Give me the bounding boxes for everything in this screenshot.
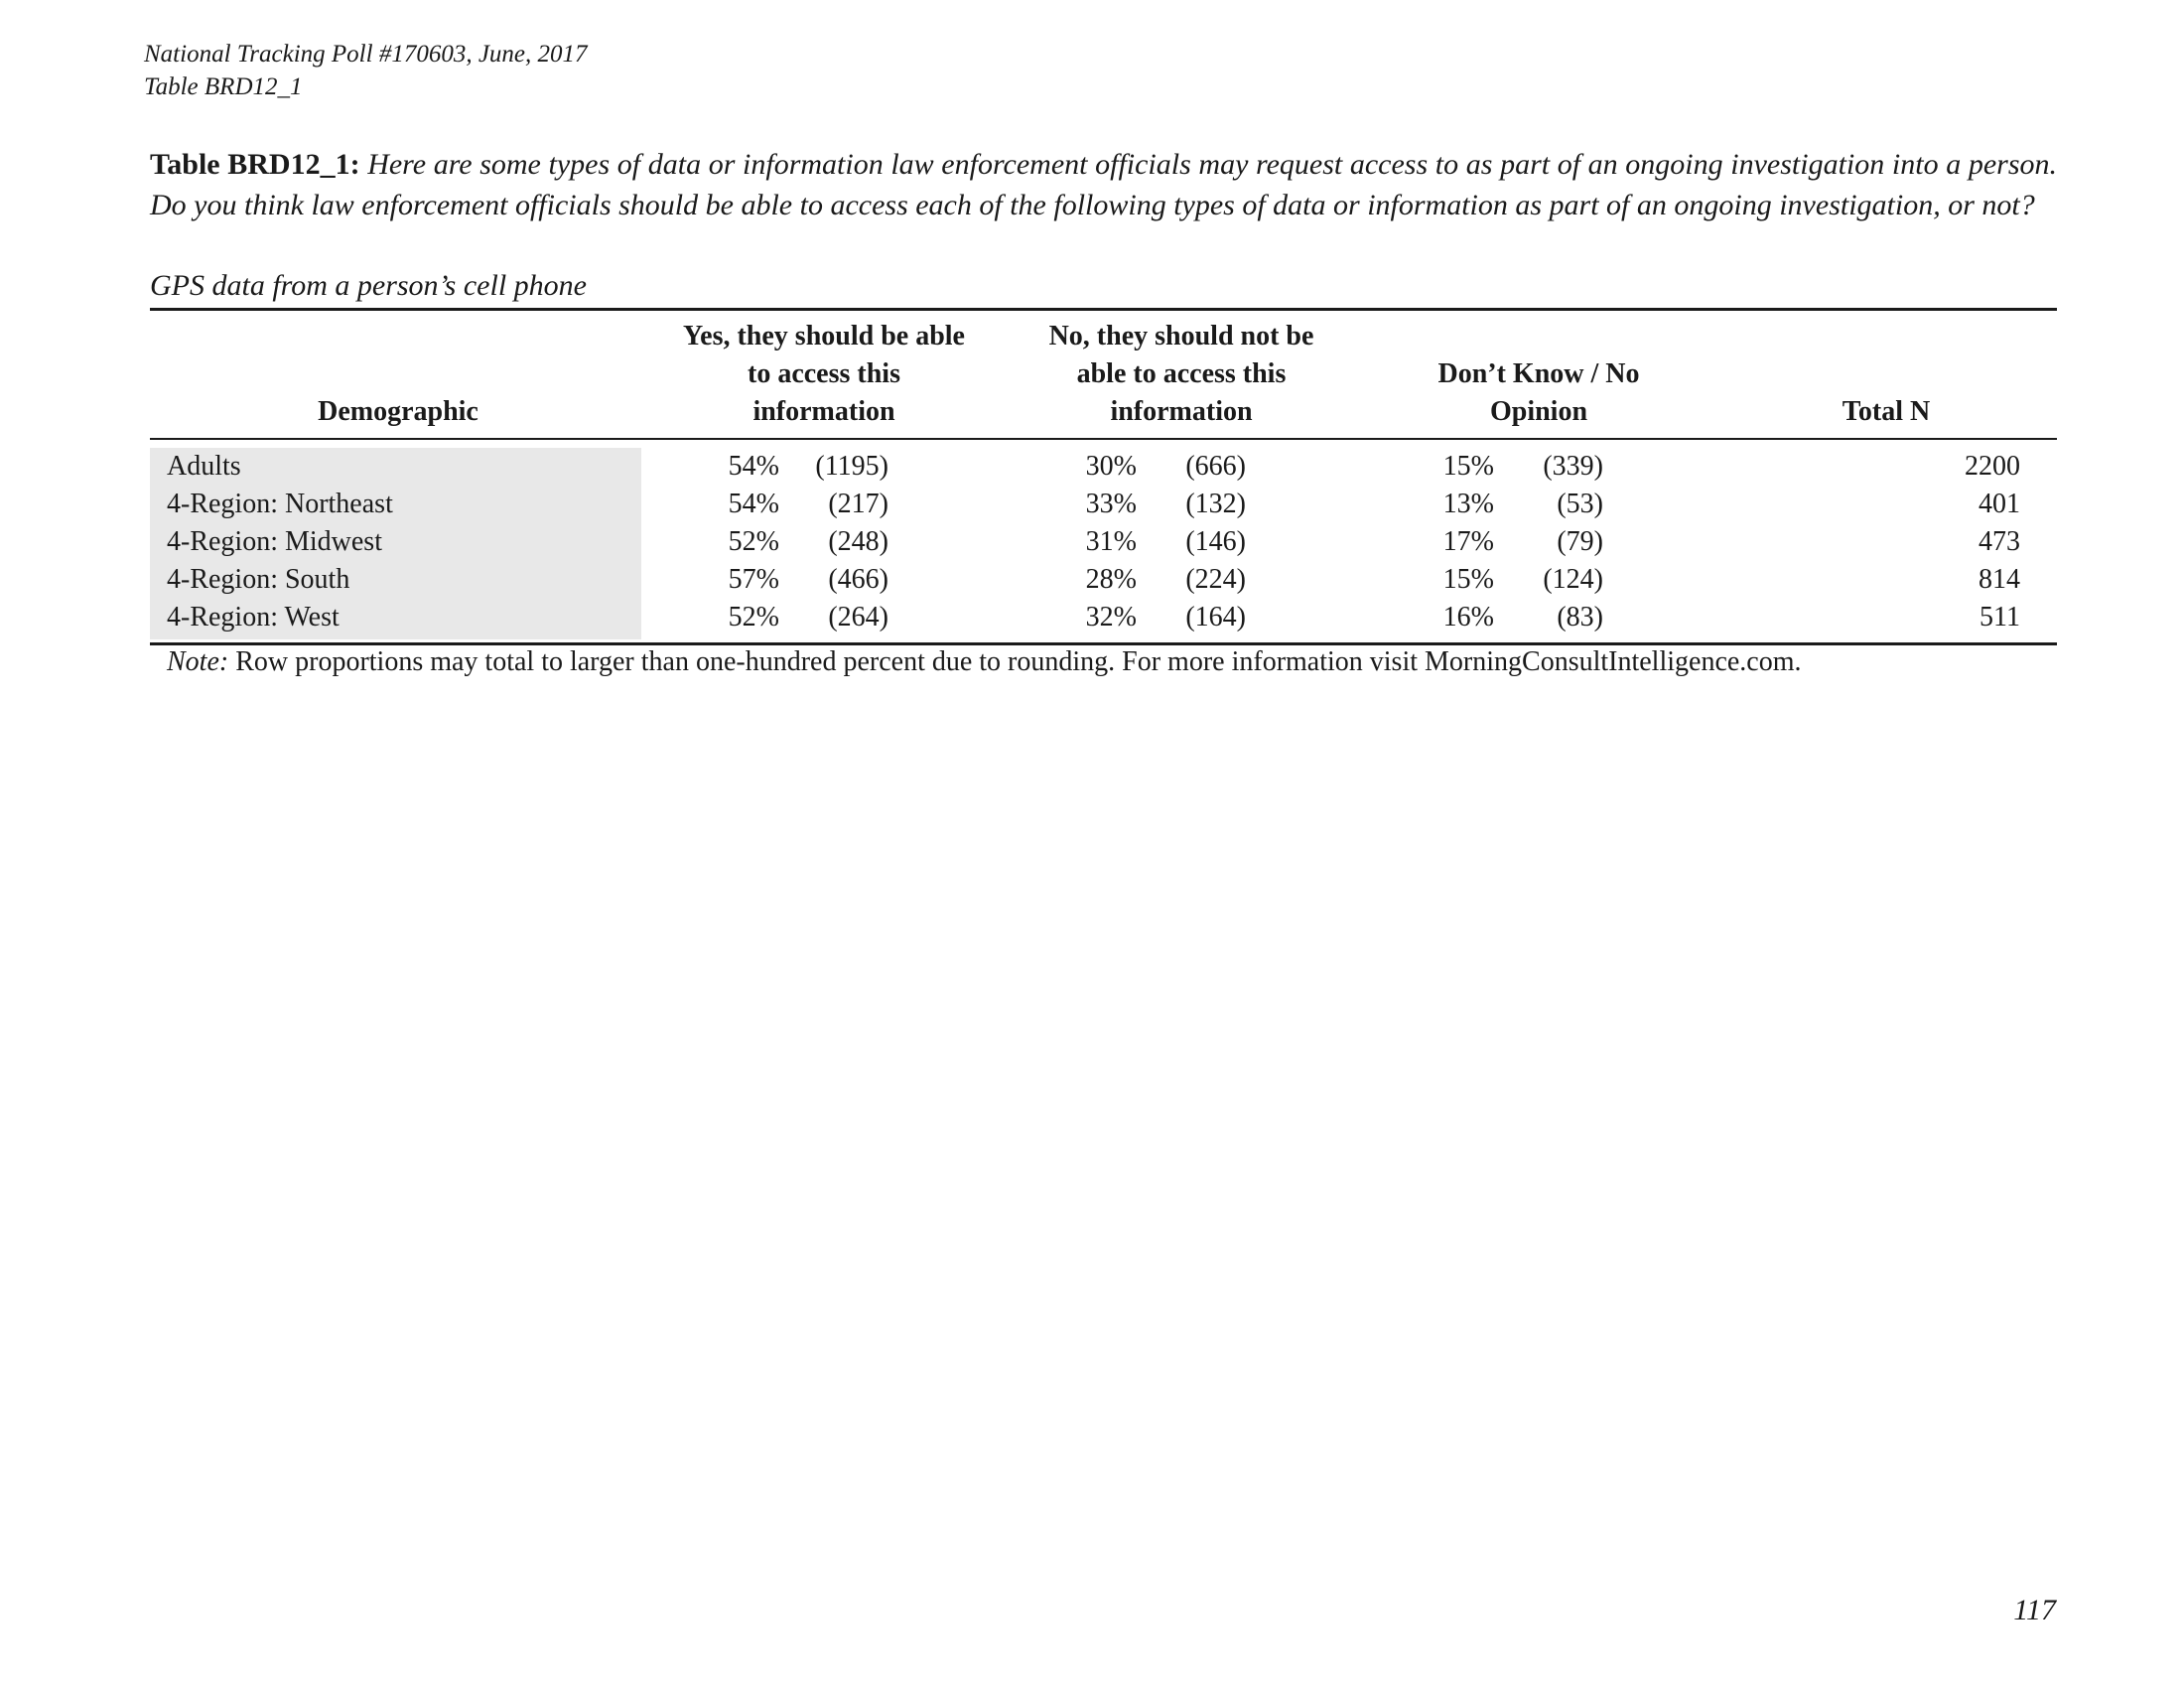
dk-percent: 15%	[1442, 451, 1494, 482]
table-row	[0, 599, 2184, 636]
header-yes	[625, 318, 1023, 431]
header-no-line: No, they should not be	[1048, 321, 1314, 352]
header-demographic: Demographic	[318, 396, 478, 427]
table-row	[0, 486, 2184, 523]
yes-percent: 52%	[728, 602, 779, 633]
no-count: (164)	[1185, 602, 1246, 633]
table-row	[0, 523, 2184, 561]
row-demographic: 4-Region: Midwest	[167, 526, 382, 557]
table-row	[0, 448, 2184, 486]
note-text: Row proportions may total to larger than one-hundred percent due to rounding. For more information visit MorningConsultIntelligence.com.	[235, 646, 1802, 677]
total-n: 2200	[1965, 451, 2020, 482]
table-header-rule	[150, 438, 2057, 440]
dk-percent: 17%	[1442, 526, 1494, 557]
poll-title: National Tracking Poll #170603, June, 2017	[144, 41, 588, 68]
header-no	[983, 318, 1380, 431]
header-dont-know-line: Opinion	[1489, 396, 1588, 427]
dk-count: (79)	[1557, 526, 1603, 557]
no-count: (666)	[1185, 451, 1246, 482]
yes-count: (248)	[828, 526, 888, 557]
table-caption	[150, 144, 2057, 225]
total-n: 401	[1979, 489, 2020, 519]
yes-count: (466)	[828, 564, 888, 595]
header-yes-line: to access this	[748, 358, 900, 389]
yes-count: (217)	[828, 489, 888, 519]
no-count: (146)	[1185, 526, 1246, 557]
no-count: (132)	[1185, 489, 1246, 519]
dk-percent: 16%	[1442, 602, 1494, 633]
total-n: 814	[1979, 564, 2020, 595]
row-demographic: Adults	[167, 451, 241, 482]
no-percent: 32%	[1085, 602, 1137, 633]
dk-percent: 15%	[1442, 564, 1494, 595]
running-head	[144, 38, 588, 103]
table-subtitle: GPS data from a person’s cell phone	[150, 269, 587, 302]
total-n: 511	[1979, 602, 2020, 633]
row-demographic: 4-Region: Northeast	[167, 489, 393, 519]
no-percent: 28%	[1085, 564, 1137, 595]
no-percent: 30%	[1085, 451, 1137, 482]
table-top-rule	[150, 308, 2057, 311]
header-no-line: information	[1110, 396, 1253, 427]
dk-percent: 13%	[1442, 489, 1494, 519]
table-row	[0, 561, 2184, 599]
dk-count: (53)	[1557, 489, 1603, 519]
total-n: 473	[1979, 526, 2020, 557]
yes-count: (264)	[828, 602, 888, 633]
table-note	[167, 643, 1802, 681]
yes-count: (1195)	[815, 451, 888, 482]
page-number: 117	[2013, 1594, 2056, 1626]
note-label: Note:	[167, 646, 229, 677]
no-count: (224)	[1185, 564, 1246, 595]
yes-percent: 57%	[728, 564, 779, 595]
row-demographic: 4-Region: West	[167, 602, 340, 633]
dk-count: (83)	[1557, 602, 1603, 633]
dk-count: (339)	[1543, 451, 1603, 482]
header-yes-line: Yes, they should be able	[683, 321, 965, 352]
header-dont-know	[1340, 355, 1737, 431]
header-yes-line: information	[752, 396, 895, 427]
header-dont-know-line: Don’t Know / No	[1437, 358, 1640, 389]
yes-percent: 54%	[728, 489, 779, 519]
yes-percent: 52%	[728, 526, 779, 557]
table-reference: Table BRD12_1	[144, 73, 303, 100]
dk-count: (124)	[1543, 564, 1603, 595]
row-demographic: 4-Region: South	[167, 564, 350, 595]
yes-percent: 54%	[728, 451, 779, 482]
no-percent: 33%	[1085, 489, 1137, 519]
caption-question: Here are some types of data or information law enforcement officials may request access to as part of an ongoing investigation into a person. Do you think law enforcement officials should be able to access each of the following types of data or information as part of an ongoing investigation, or not?	[150, 148, 2057, 221]
header-total-n: Total N	[1842, 396, 1931, 427]
caption-label: Table BRD12_1:	[150, 148, 360, 181]
header-no-line: able to access this	[1076, 358, 1287, 389]
no-percent: 31%	[1085, 526, 1137, 557]
